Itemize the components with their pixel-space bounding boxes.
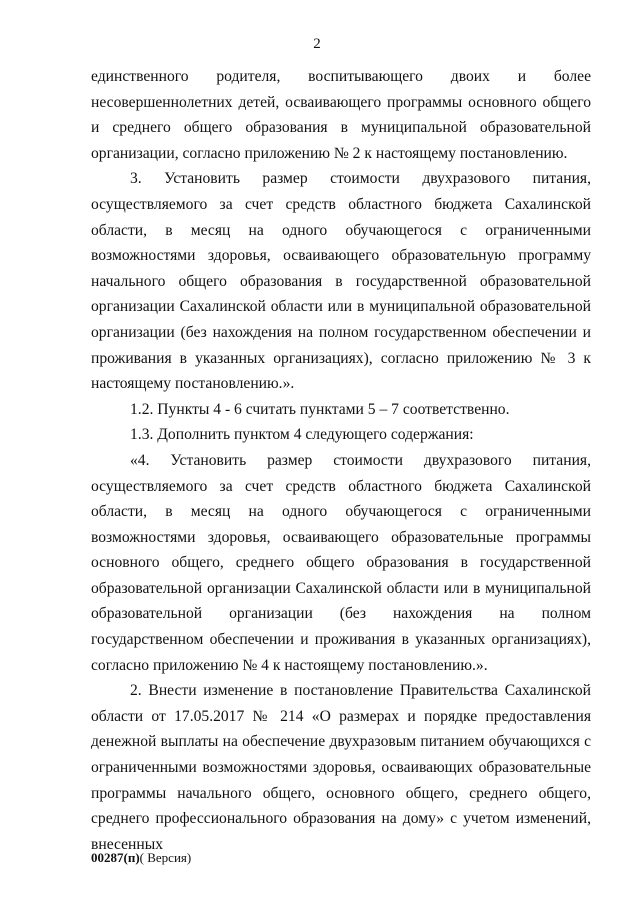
paragraph-item-2: 2. Внести изменение в постановление Правительства Сахалинской области от 17.05.2017 № 214 «О размерах и порядке предоставления денежной выплаты на обеспечение двухразовым питанием обучающихся с ограниченными возможностями здоровья, осваивающих образовательные программы начального общего, основного общего, среднего общего, среднего профессионального образования на дому» с учетом изменений, внесенных	[91, 682, 591, 853]
page-number: 2	[313, 36, 321, 52]
document-body	[91, 64, 591, 857]
document-version: ( Версия)	[139, 850, 192, 865]
paragraph-continuation: единственного родителя, воспитывающего двоих и более несовершеннолетних детей, осваивающего программы основного общего и среднего общего образования в муниципальной образовательной организации, согласно приложению № 2 к настоящему постановлению.	[91, 68, 591, 162]
paragraph-item-3: 3. Установить размер стоимости двухразового питания, осуществляемого за счет средств областного бюджета Сахалинской области, в месяц на одного обучающегося с ограниченными возможностями здоровья, осваивающего образовательную программу начального общего образования в государственной образовательной организации Сахалинской области или в муниципальной образовательной организации (без нахождения на полном государственном обеспечении и проживания в указанных организациях), согласно приложению № 3 к настоящему постановлению.».	[91, 170, 591, 393]
paragraph-item-1-3: 1.3. Дополнить пунктом 4 следующего содержания:	[130, 426, 474, 444]
paragraph-item-4: «4. Установить размер стоимости двухразового питания, осуществляемого за счет средств областного бюджета Сахалинской области, в месяц на одного обучающегося с ограниченными возможностями здоровья, осваивающего образовательные программы основного общего, среднего общего образования в государственной образовательной организации Сахалинской области или в муниципальной образовательной организации (без нахождения на полном государственном обеспечении и проживания в указанных организациях), согласно приложению № 4 к настоящему постановлению.».	[91, 451, 591, 674]
document-footer	[91, 850, 191, 866]
document-code: 00287(п)	[91, 850, 140, 865]
paragraph-item-1-2: 1.2. Пункты 4 - 6 считать пунктами 5 – 7 соответственно.	[130, 400, 510, 418]
